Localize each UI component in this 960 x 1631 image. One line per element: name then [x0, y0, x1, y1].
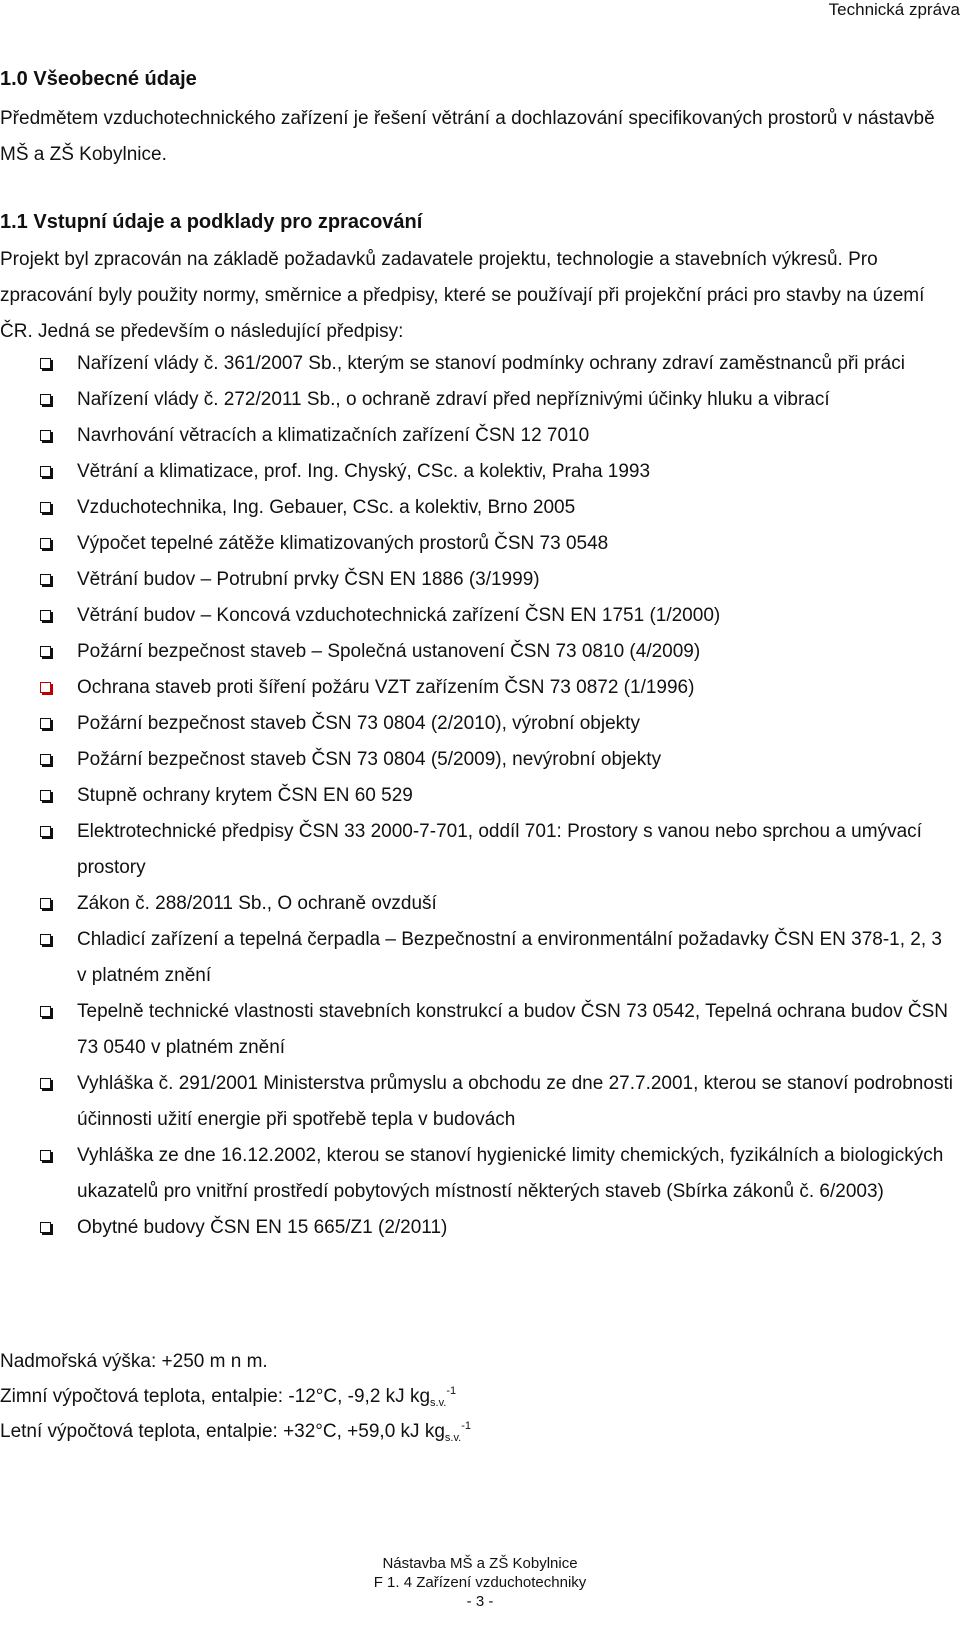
regulation-item	[0, 994, 955, 1066]
regulation-text: Ochrana staveb proti šíření požáru VZT zařízením ČSN 73 0872 (1/1996)	[77, 677, 695, 698]
regulation-item	[0, 454, 955, 490]
checkbox-bullet-icon	[40, 430, 51, 441]
checkbox-bullet-icon	[40, 1078, 51, 1089]
regulation-text: Větrání budov – Potrubní prvky ČSN EN 1886 (3/1999)	[77, 569, 540, 590]
checkbox-bullet-icon	[40, 1150, 51, 1161]
regulation-text: Požární bezpečnost staveb ČSN 73 0804 (2/2010), výrobní objekty	[77, 713, 640, 734]
checkbox-bullet-icon	[40, 1222, 51, 1233]
regulation-item	[0, 778, 955, 814]
regulation-item	[0, 886, 955, 922]
winter-design-line	[0, 1385, 456, 1409]
page-footer	[0, 1554, 960, 1611]
regulation-text: Obytné budovy ČSN EN 15 665/Z1 (2/2011)	[77, 1217, 448, 1238]
checkbox-bullet-icon	[40, 934, 51, 945]
footer-document: F 1. 4 Zařízení vzduchotechniky	[373, 1574, 587, 1591]
regulation-item	[0, 562, 955, 598]
regulation-text: Vyhláška ze dne 16.12.2002, kterou se stanoví hygienické limity chemických, fyzikálních a biologických ukazatelů pro vnitřní prostředí pobytových místností některých staveb (Sbírka zákonů č. 6/2003)	[77, 1145, 944, 1202]
page-number: - 3 -	[466, 1593, 494, 1610]
checkbox-bullet-icon	[40, 358, 51, 369]
regulation-item	[0, 706, 955, 742]
regulation-item	[0, 634, 955, 670]
regulation-item	[0, 1138, 955, 1210]
regulation-item	[0, 742, 955, 778]
checkbox-bullet-icon	[40, 502, 51, 513]
section-heading-general: 1.0 Všeobecné údaje	[0, 68, 197, 90]
altitude-line: Nadmořská výška: +250 m n m.	[0, 1351, 268, 1372]
regulation-item	[0, 1066, 955, 1138]
regulation-text: Výpočet tepelné zátěže klimatizovaných prostorů ČSN 73 0548	[77, 533, 609, 554]
regulation-text: Vzduchotechnika, Ing. Gebauer, CSc. a kolektiv, Brno 2005	[77, 497, 576, 518]
regulation-text: Nařízení vlády č. 272/2011 Sb., o ochraně zdraví před nepříznivými účinky hluku a vibrací	[77, 389, 830, 410]
checkbox-bullet-icon	[40, 826, 51, 837]
regulation-item	[0, 1210, 955, 1246]
checkbox-bullet-icon	[40, 1006, 51, 1017]
checkbox-bullet-icon	[40, 466, 51, 477]
regulation-text: Chladicí zařízení a tepelná čerpadla – Bezpečnostní a environmentální požadavky ČSN EN 378-1, 2, 3 v platném znění	[77, 929, 943, 986]
summer-design-line	[0, 1420, 471, 1444]
checkbox-bullet-icon	[40, 718, 51, 729]
checkbox-bullet-icon	[40, 574, 51, 585]
regulation-item	[0, 922, 955, 994]
regulation-text: Zákon č. 288/2011 Sb., O ochraně ovzduší	[77, 893, 437, 914]
regulation-text: Navrhování větracích a klimatizačních zařízení ČSN 12 7010	[77, 425, 590, 446]
regulation-text: Požární bezpečnost staveb – Společná ustanovení ČSN 73 0810 (4/2009)	[77, 641, 701, 662]
regulation-item	[0, 598, 955, 634]
unit-subscript: s.v.	[444, 1432, 462, 1444]
checkbox-bullet-icon	[40, 538, 51, 549]
winter-design-text: Zimní výpočtová teplota, entalpie: -12°C, -9,2 kJ kg	[0, 1386, 431, 1407]
regulation-item	[0, 382, 955, 418]
unit-superscript: -1	[461, 1420, 471, 1432]
regulation-item	[0, 670, 955, 706]
checkbox-bullet-icon	[40, 610, 51, 621]
regulation-text: Nařízení vlády č. 361/2007 Sb., kterým se stanoví podmínky ochrany zdraví zaměstnanců při práci	[77, 353, 905, 374]
section-text-inputs: Projekt byl zpracován na základě požadavků zadavatele projektu, technologie a stavebních výkresů. Pro zpracování byly použity normy, směrnice a předpisy, které se používají při projekční práci pro stavby na území ČR. Jedná se především o následující předpisy:	[0, 249, 925, 342]
regulation-text: Větrání budov – Koncová vzduchotechnická zařízení ČSN EN 1751 (1/2000)	[77, 605, 721, 626]
checkbox-bullet-icon	[40, 646, 51, 657]
regulation-item	[0, 346, 955, 382]
checkbox-bullet-icon	[40, 790, 51, 801]
regulation-text: Požární bezpečnost staveb ČSN 73 0804 (5/2009), nevýrobní objekty	[77, 749, 662, 770]
regulation-item	[0, 418, 955, 454]
section-heading-inputs: 1.1 Vstupní údaje a podklady pro zpracování	[0, 211, 423, 233]
regulation-item	[0, 526, 955, 562]
regulation-text: Stupně ochrany krytem ČSN EN 60 529	[77, 785, 413, 806]
regulation-item	[0, 814, 955, 886]
section-text-general: Předmětem vzduchotechnického zařízení je řešení větrání a dochlazování specifikovaných prostorů v nástavbě MŠ a ZŠ Kobylnice.	[0, 108, 935, 165]
checkbox-bullet-icon	[40, 394, 51, 405]
regulation-item	[0, 490, 955, 526]
regulation-text: Elektrotechnické předpisy ČSN 33 2000-7-701, oddíl 701: Prostory s vanou nebo sprchou a umývací prostory	[77, 821, 922, 878]
summer-design-text: Letní výpočtová teplota, entalpie: +32°C, +59,0 kJ kg	[0, 1421, 445, 1442]
checkbox-bullet-icon	[40, 682, 51, 693]
footer-project: Nástavba MŠ a ZŠ Kobylnice	[382, 1555, 578, 1572]
regulations-list	[0, 346, 955, 1246]
unit-superscript: -1	[446, 1385, 457, 1397]
regulation-text: Vyhláška č. 291/2001 Ministerstva průmyslu a obchodu ze dne 27.7.2001, kterou se stanoví podrobnosti účinnosti užití energie při spotřebě tepla v budovách	[77, 1073, 953, 1130]
regulation-text: Větrání a klimatizace, prof. Ing. Chyský, CSc. a kolektiv, Praha 1993	[77, 461, 651, 482]
header-title: Technická zpráva	[828, 0, 960, 19]
unit-subscript: s.v.	[430, 1397, 447, 1409]
regulation-text: Tepelně technické vlastnosti stavebních konstrukcí a budov ČSN 73 0542, Tepelná ochrana budov ČSN 73 0540 v platném znění	[77, 1001, 949, 1058]
checkbox-bullet-icon	[40, 898, 51, 909]
checkbox-bullet-icon	[40, 754, 51, 765]
